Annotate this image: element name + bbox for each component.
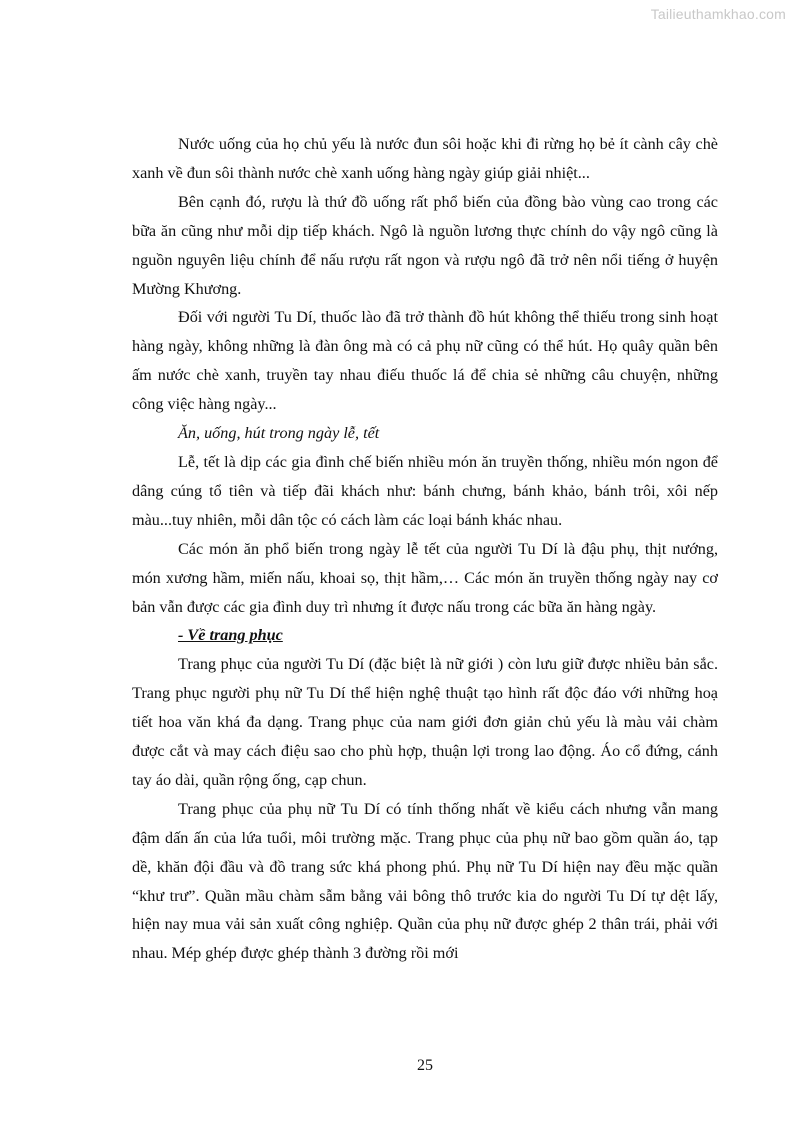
paragraph-corn-wine: Bên cạnh đó, rượu là thứ đồ uống rất phổ biến của đồng bào vùng cao trong các bữa ăn cũng như mỗi dịp tiếp khách. Ngô là nguồn lương thực chính do vậy ngô cũng là nguồn nguyên liệu chính để nấu rượu rất ngon và rượu ngô đã trở nên nổi tiếng ở huyện Mường Khương.: [132, 192, 718, 298]
paragraph-holiday-dishes: Lễ, tết là dịp các gia đình chế biến nhiều món ăn truyền thống, nhiều món ngon để dâng cúng tổ tiên và tiếp đãi khách như: bánh chưng, bánh khảo, bánh trôi, xôi nếp màu...tuy nhiên, mỗi dân tộc có cách làm các loại bánh khác nhau.: [132, 452, 718, 529]
page-number: 25: [417, 1057, 433, 1074]
paragraph-tu-di-holiday-dishes: Các món ăn phổ biến trong ngày lễ tết của người Tu Dí là đậu phụ, thịt nướng, món xương hầm, miến nấu, khoai sọ, thịt hầm,… Các món ăn truyền thống ngày nay cơ bản vẫn được các gia đình duy trì nhưng ít được nấu trong các bữa ăn hàng ngày.: [132, 539, 718, 616]
watermark: Tailieuthamkhao.com: [650, 6, 786, 22]
paragraph-women-costume: Trang phục của phụ nữ Tu Dí có tính thống nhất về kiểu cách nhưng vẫn mang đậm dấn ấn của lứa tuổi, môi trường mặc. Trang phục của phụ nữ bao gồm quần áo, tạp dề, khăn đội đầu và đồ trang sức khá phong phú. Phụ nữ Tu Dí hiện nay đều mặc quần “khư trư”. Quần mầu chàm sẫm bằng vải bông thô trước kia do người Tu Dí tự dệt lấy, hiện nay mua vải sản xuất công nghiệp. Quần của phụ nữ được ghép 2 thân trái, phải với nhau. Mép ghép được ghép thành 3 đường rồi mới: [132, 799, 718, 963]
paragraph-tobacco: Đối với người Tu Dí, thuốc lào đã trở thành đồ hút không thể thiếu trong sinh hoạt hàng ngày, không những là đàn ông mà có cả phụ nữ cũng có thể hút. Họ quây quần bên ấm nước chè xanh, truyền tay nhau điếu thuốc lá để chia sẻ những câu chuyện, những công việc hàng ngày...: [132, 308, 718, 414]
section-heading-costume: - Về trang phục: [178, 626, 283, 645]
subheading-holiday-food: Ăn, uống, hút trong ngày lễ, tết: [178, 424, 380, 443]
paragraph-costume-overview: Trang phục của người Tu Dí (đặc biệt là nữ giới ) còn lưu giữ được nhiều bản sắc. Trang phục người phụ nữ Tu Dí thể hiện nghệ thuật tạo hình rất độc đáo với những hoạ tiết hoa văn khá đa dạng. Trang phục của nam giới đơn giản chủ yếu là màu vải chàm được cắt và may cách điệu sao cho phù hợp, thuận lợi trong lao động. Áo cổ đứng, cánh tay áo dài, quần rộng ống, cạp chun.: [132, 655, 718, 789]
paragraph-drinking-water: Nước uống của họ chủ yếu là nước đun sôi hoặc khi đi rừng họ bẻ ít cành cây chè xanh về đun sôi thành nước chè xanh uống hàng ngày giúp giải nhiệt...: [132, 135, 718, 182]
document-body: [132, 130, 718, 968]
